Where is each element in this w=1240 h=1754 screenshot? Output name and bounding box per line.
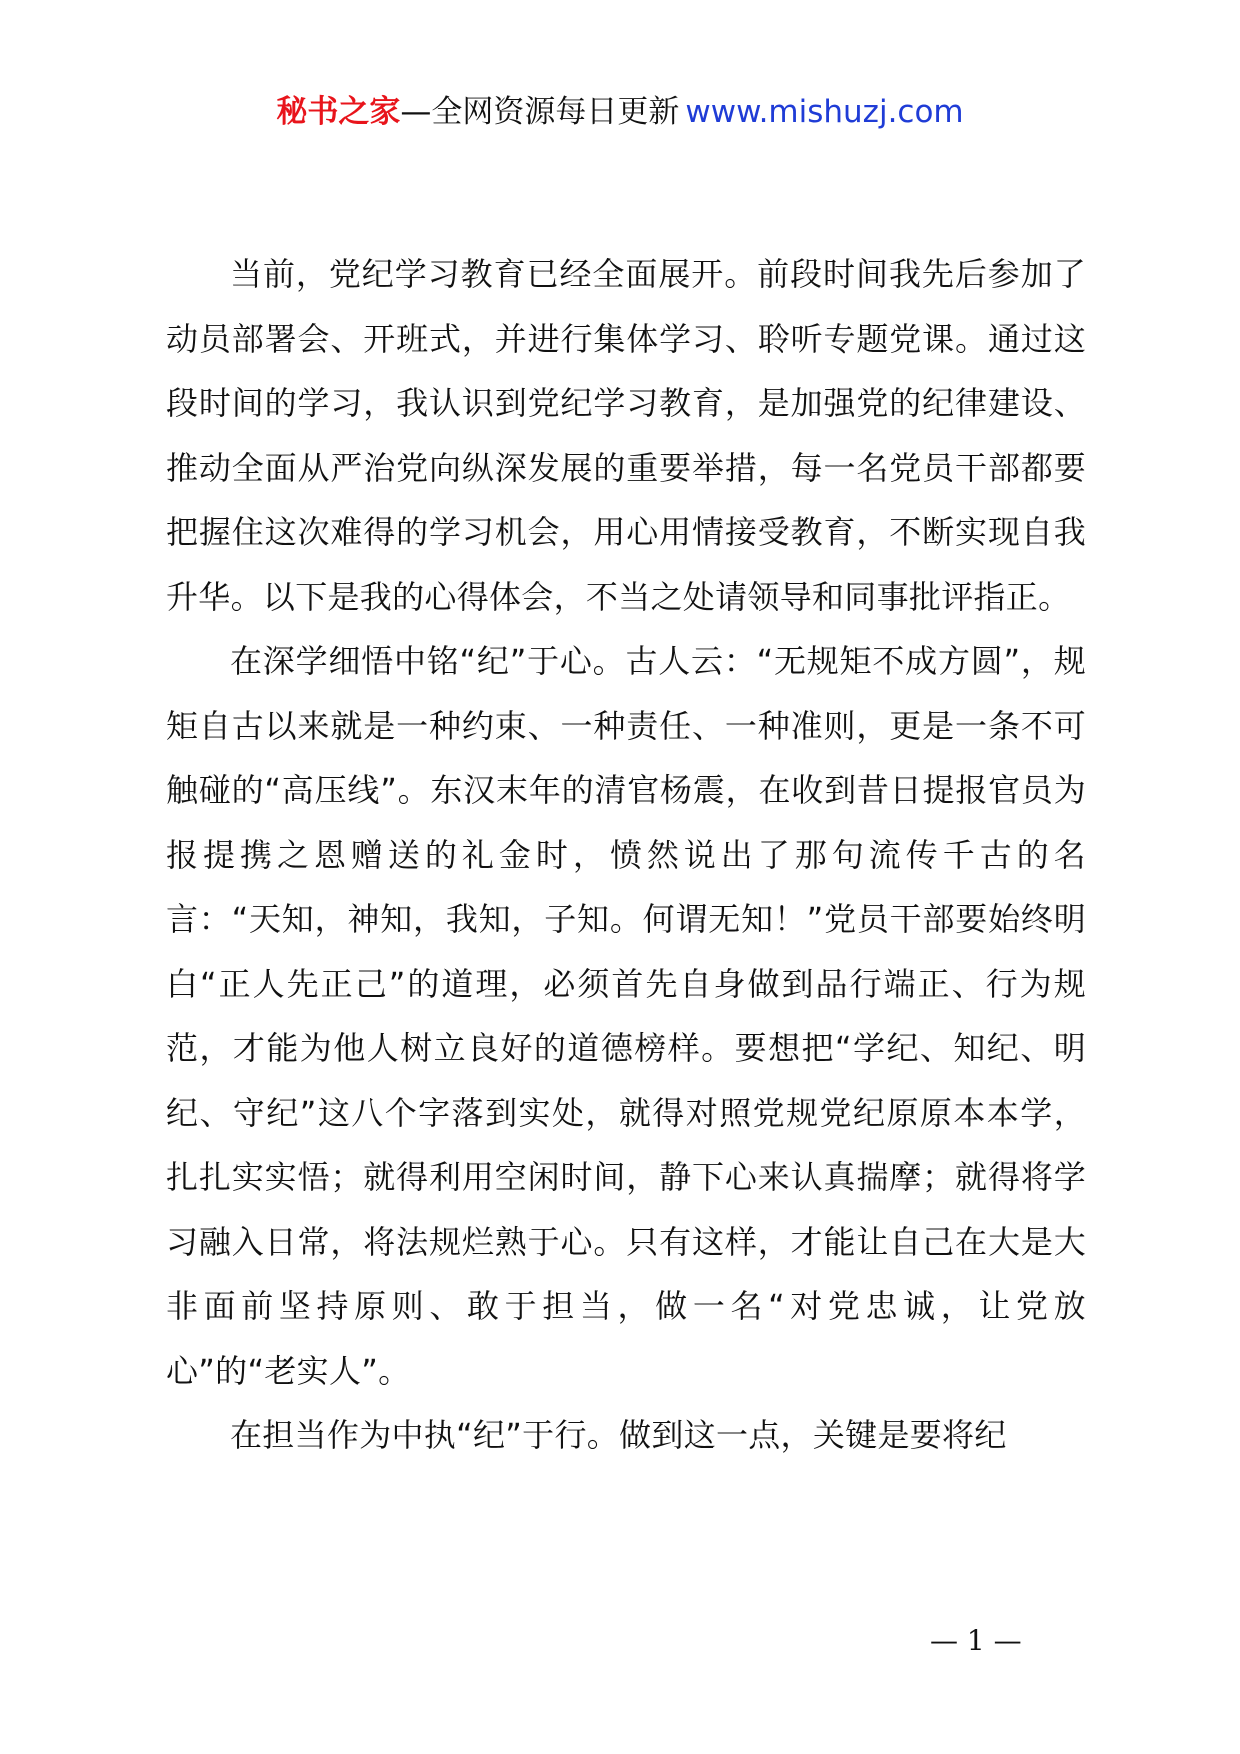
paragraph: 在深学细悟中铭“纪”于心。古人云：“无规矩不成方圆”，规矩自古以来就是一种约束、一种责任、一种准则，更是一条不可触碰的“高压线”。东汉末年的清官杨震，在收到昔日提报官员为报提携之恩赠送的礼金时，愤然说出了那句流传千古的名言：“天知，神知，我知，子知。何谓无知！”党员干部要始终明白“正人先正己”的道理，必须首先自身做到品行端正、行为规范，才能为他人树立良好的道德榜样。要想把“学纪、知纪、明纪、守纪”这八个字落到实处，就得对照党规党纪原原本本学，扎扎实实悟；就得利用空闲时间，静下心来认真揣摩；就得将学习融入日常，将法规烂熟于心。只有这样，才能让自己在大是大非面前坚持原则、敢于担当，做一名“对党忠诚，让党放心”的“老实人”。 (166, 642, 1086, 1390)
paragraph: 当前，党纪学习教育已经全面展开。前段时间我先后参加了动员部署会、开班式，并进行集体学习、聆听专题党课。通过这段时间的学习，我认识到党纪学习教育，是加强党的纪律建设、推动全面从严治党向纵深发展的重要举措，每一名党员干部都要把握住这次难得的学习机会，用心用情接受教育，不断实现自我升华。以下是我的心得体会，不当之处请领导和同事批评指正。 (166, 255, 1086, 616)
document-header (0, 92, 1240, 132)
paragraph: 在担当作为中执“纪”于行。做到这一点，关键是要将纪 (230, 1416, 1007, 1454)
site-url-link[interactable]: www.mishuzj.com (685, 94, 964, 130)
site-brand: 秘书之家 (276, 94, 401, 130)
site-tagline: —全网资源每日更新 (400, 94, 680, 130)
page-number: — 1 — (930, 1624, 1022, 1657)
document-body (166, 242, 1086, 1468)
